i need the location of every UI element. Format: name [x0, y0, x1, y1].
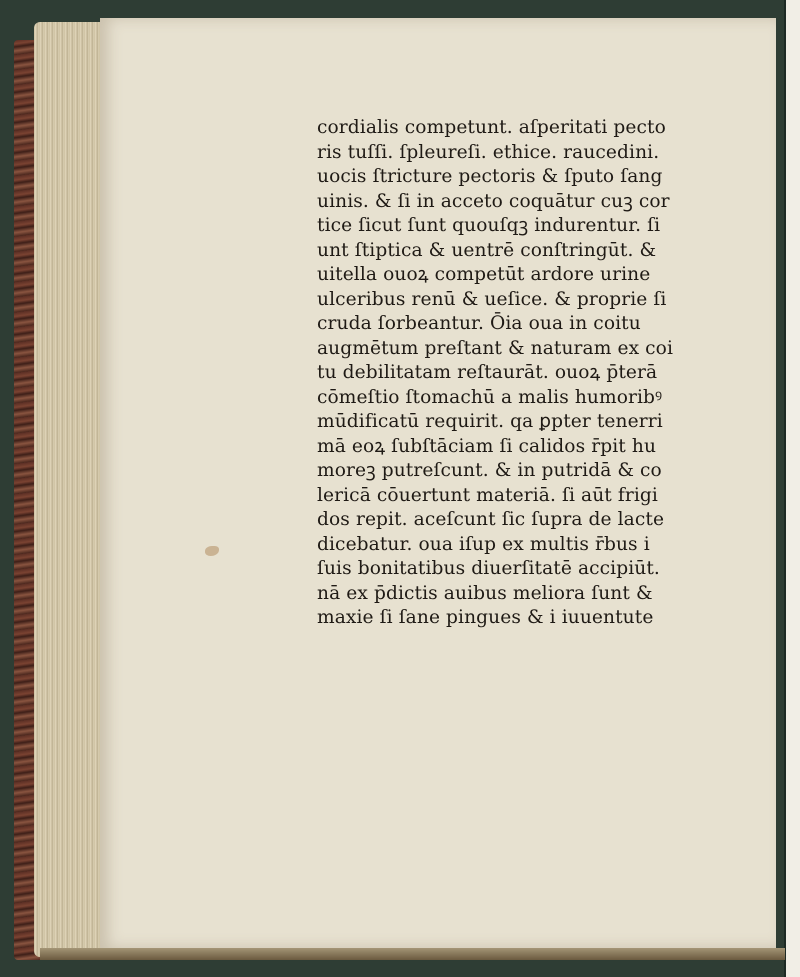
text-line: uitella ouoꝝ competūt ardore urine — [317, 264, 651, 285]
text-line: unt ſtiptica & uentrē conſtringūt. & — [317, 239, 657, 261]
text-line: uocis ſtricture pectoris & ſputo ſang — [317, 166, 663, 187]
text-line: ulceribus renū & ueſice. & proprie ſi — [317, 288, 667, 310]
text-line: tice ſicut ſunt quouſqꝫ indurentur. ſi — [317, 215, 661, 236]
text-line: mā eoꝝ ſubſtāciam ſi calidos r̄pit hu — [317, 435, 657, 457]
text-line: nā ex p̄dictis auibus meliora ſunt & — [317, 582, 653, 604]
book-bottom-edge — [40, 948, 785, 960]
text-line: ris tuſſi. ſpleureſi. ethice. raucedini. — [317, 141, 660, 163]
text-line: cruda ſorbeantur. Ōia oua in coitu — [317, 313, 641, 334]
text-line: uinis. & ſi in acceto coquātur cuꝫ cor — [317, 190, 670, 212]
text-line: moreꝫ putreſcunt. & in putridā & co — [317, 460, 662, 481]
text-line: dicebatur. oua iſup ex multis r̄bus i — [317, 533, 650, 555]
text-line: lericā cōuertunt materiā. ſi aūt frigi — [317, 484, 658, 506]
text-line: tu debilitatam reſtaurāt. ouoꝝ p̄terā — [317, 362, 658, 383]
facing-page-edge — [784, 0, 800, 977]
text-line: mūdificatū requirit. qa ꝑpter tenerri — [317, 411, 663, 432]
text-line: cordialis competunt. aſperitati pecto — [317, 117, 666, 138]
text-line: augmētum preſtant & naturam ex coi — [317, 337, 674, 359]
text-line: maxie ſi ſane pingues & i iuuentute — [317, 607, 654, 628]
text-block — [317, 116, 674, 631]
text-line: cōmeſtio ſtomachū a malis humoribꝰ — [317, 386, 663, 408]
text-line: ſuis bonitatibus diuerſitatē accipiūt. — [317, 558, 660, 579]
text-line: dos repit. aceſcunt ſic ſupra de lacte — [317, 509, 665, 530]
